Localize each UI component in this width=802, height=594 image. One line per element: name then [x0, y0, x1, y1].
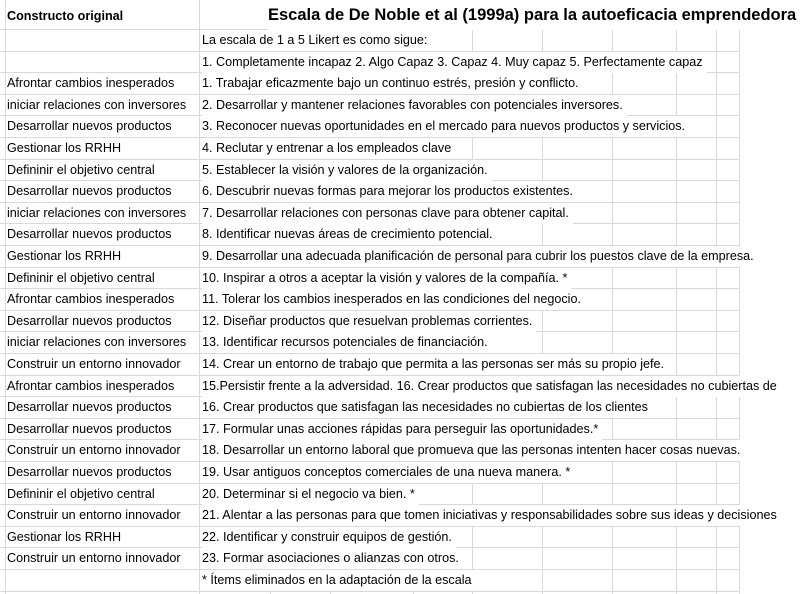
sheet-title[interactable]: Escala de De Noble et al (1999a) para la autoeficacia emprendedora: [268, 0, 802, 30]
table-row: [0, 116, 740, 138]
item-cell[interactable]: 2. Desarrollar y mantener relaciones favorables con potenciales inversores.: [202, 95, 627, 116]
construct-cell[interactable]: Desarrollar nuevos productos: [7, 184, 172, 199]
table-row: [0, 311, 740, 333]
table-row: [0, 181, 740, 203]
table-row: [0, 397, 740, 419]
construct-cell[interactable]: Construir un entorno innovador: [7, 508, 181, 523]
construct-cell[interactable]: iniciar relaciones con inversores: [7, 205, 187, 220]
construct-cell[interactable]: iniciar relaciones con inversores: [7, 97, 187, 112]
table-row: [0, 138, 740, 160]
table-row: [0, 484, 740, 506]
construct-cell[interactable]: Desarrollar nuevos productos: [7, 313, 172, 328]
item-cell[interactable]: 23. Formar asociaciones o alianzas con otros.: [202, 548, 463, 569]
item-cell[interactable]: 17. Formular unas acciones rápidas para perseguir las oportunidades.*: [202, 419, 602, 440]
construct-cell[interactable]: Desarrollar nuevos productos: [7, 119, 172, 134]
footnote-row: [0, 570, 740, 592]
construct-cell[interactable]: Defininir el objetivo central: [7, 270, 155, 285]
item-cell[interactable]: 1. Trabajar eficazmente bajo un continuo estrés, presión y conflicto.: [202, 73, 583, 94]
table-row: [0, 548, 740, 570]
table-row: [0, 419, 740, 441]
item-cell[interactable]: 3. Reconocer nuevas oportunidades en el mercado para nuevos productos y servicios.: [202, 116, 689, 137]
item-cell[interactable]: 18. Desarrollar un entorno laboral que promueva que las personas intenten hacer cosas nuevas.: [202, 440, 744, 461]
table-row: [0, 246, 754, 268]
table-row: [0, 160, 740, 182]
table-row: [0, 203, 740, 225]
item-cell[interactable]: 15.Persistir frente a la adversidad. 16. Crear productos que satisfagan las necesidades no cubiertas de: [202, 376, 781, 397]
construct-cell[interactable]: Gestionar los RRHH: [7, 249, 122, 263]
table-row: [0, 73, 740, 95]
item-cell[interactable]: 19. Usar antiguos conceptos comerciales de una nueva manera. *: [202, 462, 574, 483]
item-cell[interactable]: 12. Diseñar productos que resuelvan problemas corrientes.: [202, 311, 536, 332]
item-cell[interactable]: 20. Determinar si el negocio va bien. *: [202, 484, 419, 505]
construct-cell[interactable]: Afrontar cambios inesperados: [7, 76, 175, 91]
construct-cell[interactable]: Construir un entorno innovador: [7, 443, 181, 458]
construct-cell[interactable]: Construir un entorno innovador: [7, 551, 181, 566]
item-cell[interactable]: 21. Alentar a las personas para que tomen iniciativas y responsabilidades sobre sus ideas y decisiones: [202, 505, 781, 526]
scale-note[interactable]: La escala de 1 a 5 Likert es como sigue:: [202, 30, 431, 51]
item-cell[interactable]: 13. Identificar recursos potenciales de financiación.: [202, 332, 492, 353]
table-row: [0, 289, 740, 311]
table-row: [0, 462, 740, 484]
construct-cell[interactable]: Defininir el objetivo central: [7, 162, 155, 177]
construct-cell[interactable]: Construir un entorno innovador: [7, 357, 181, 371]
construct-cell[interactable]: Desarrollar nuevos productos: [7, 227, 172, 242]
construct-cell[interactable]: Afrontar cambios inesperados: [7, 378, 175, 393]
item-cell[interactable]: 11. Tolerar los cambios inesperados en las condiciones del negocio.: [202, 289, 585, 310]
construct-cell[interactable]: iniciar relaciones con inversores: [7, 335, 187, 350]
item-cell[interactable]: 6. Descubrir nuevas formas para mejorar los productos existentes.: [202, 181, 577, 202]
scale-levels-row: [0, 52, 740, 74]
construct-column-header[interactable]: Constructo original: [7, 9, 124, 23]
construct-cell[interactable]: Desarrollar nuevos productos: [7, 421, 172, 436]
scale-note-row: [0, 30, 740, 52]
table-row: [0, 95, 740, 117]
table-row: [0, 505, 777, 527]
item-cell[interactable]: 4. Reclutar y entrenar a los empleados clave: [202, 138, 455, 159]
item-cell[interactable]: 14. Crear un entorno de trabajo que permita a las personas ser más su propio jefe.: [202, 354, 668, 375]
table-row: [0, 332, 740, 354]
construct-cell[interactable]: Gestionar los RRHH: [7, 141, 122, 155]
construct-cell[interactable]: Afrontar cambios inesperados: [7, 292, 175, 307]
table-row: [0, 268, 740, 290]
construct-cell[interactable]: Defininir el objetivo central: [7, 486, 155, 501]
table-row: [0, 527, 740, 549]
item-cell[interactable]: 8. Identificar nuevas áreas de crecimiento potencial.: [202, 224, 497, 245]
item-cell[interactable]: 10. Inspirar a otros a aceptar la visión y valores de la compañía. *: [202, 268, 571, 289]
item-cell[interactable]: 5. Establecer la visión y valores de la organización.: [202, 160, 492, 181]
footnote[interactable]: * Ítems eliminados en la adaptación de la escala: [202, 570, 476, 591]
table-row: [0, 224, 740, 246]
item-cell[interactable]: 9. Desarrollar una adecuada planificación de personal para cubrir los puestos clave de la empresa.: [202, 246, 758, 267]
construct-cell[interactable]: Gestionar los RRHH: [7, 529, 122, 544]
construct-cell[interactable]: Desarrollar nuevos productos: [7, 465, 172, 479]
item-cell[interactable]: 7. Desarrollar relaciones con personas clave para obtener capital.: [202, 203, 573, 224]
item-cell[interactable]: 22. Identificar y construir equipos de gestión.: [202, 527, 456, 548]
item-cell[interactable]: 16. Crear productos que satisfagan las necesidades no cubiertas de los clientes: [202, 397, 652, 418]
table-row: [0, 354, 740, 376]
scale-levels[interactable]: 1. Completamente incapaz 2. Algo Capaz 3. Capaz 4. Muy capaz 5. Perfectamente capaz: [202, 52, 707, 73]
header-row: [0, 0, 797, 30]
construct-cell[interactable]: Desarrollar nuevos productos: [7, 400, 172, 415]
table-row: [0, 376, 777, 398]
table-row: [0, 440, 740, 462]
